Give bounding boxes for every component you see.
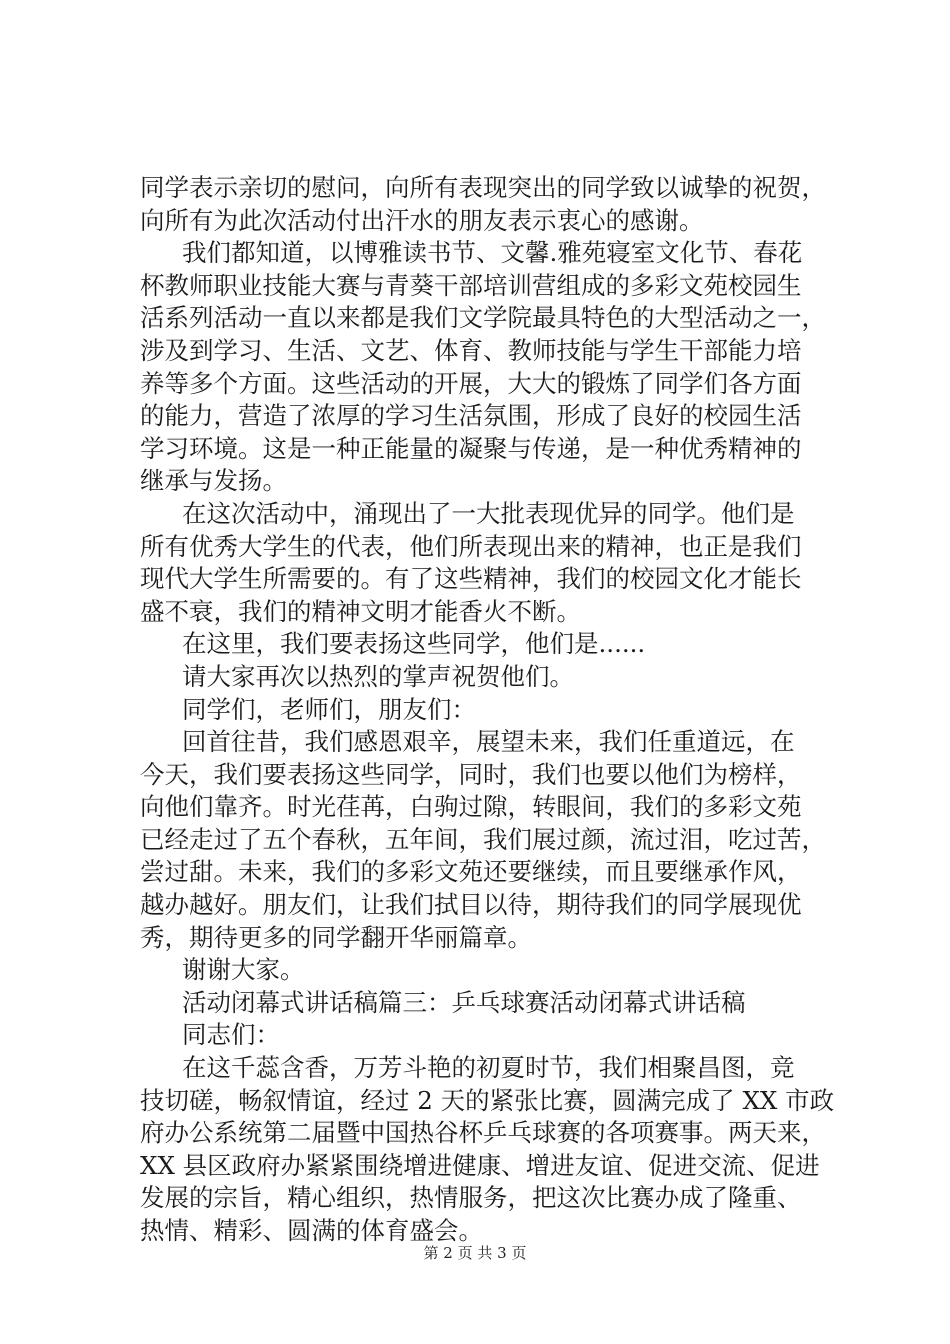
text-line: 在这里，我们要表扬这些同学，他们是...... bbox=[182, 629, 646, 659]
text-line: 同学表示亲切的慰问，向所有表现突出的同学致以诚挚的祝贺， bbox=[140, 173, 826, 202]
text-line: 回首往昔，我们感恩艰辛，展望未来，我们任重道远，在 bbox=[182, 727, 795, 757]
text-line: 在这千蕊含香，万芳斗艳的初夏时节，我们相聚昌图，竞 bbox=[182, 1053, 795, 1083]
page-footer: 第 2 页 共 3 页 bbox=[423, 1244, 527, 1262]
text-line: 技切磋，畅叙情谊，经过 2 天的紧张比赛，圆满完成了 XX 市政 bbox=[140, 1085, 835, 1115]
text-line: 在这次活动中，涌现出了一大批表现优异的同学。他们是 bbox=[182, 498, 795, 528]
text-line: 尝过甜。未来，我们的多彩文苑还要继续，而且要继承作风， bbox=[140, 857, 802, 887]
text-line: 谢谢大家。 bbox=[182, 955, 305, 985]
text-line: 秀，期待更多的同学翻开华丽篇章。 bbox=[140, 922, 532, 952]
text-line: XX 县区政府办紧紧围绕增进健康、增进友谊、促进交流、促进 bbox=[140, 1150, 820, 1180]
text-line: 向他们靠齐。时光荏苒，白驹过隙，转眼间，我们的多彩文苑 bbox=[140, 792, 802, 822]
text-line: 活系列活动一直以来都是我们文学院最具特色的大型活动之一， bbox=[140, 303, 826, 333]
text-line: 盛不衰，我们的精神文明才能香火不断。 bbox=[140, 596, 581, 626]
text-line: 热情、精彩、圆满的体育盛会。 bbox=[140, 1216, 483, 1245]
text-line: 请大家再次以热烈的掌声祝贺他们。 bbox=[182, 661, 574, 691]
text-line: 所有优秀大学生的代表，他们所表现出来的精神，也正是我们 bbox=[140, 531, 802, 561]
text-line: 发展的宗旨，精心组织，热情服务，把这次比赛办成了隆重、 bbox=[140, 1183, 802, 1213]
text-line: 学习环境。这是一种正能量的凝聚与传递，是一种优秀精神的 bbox=[140, 433, 802, 463]
body-text bbox=[140, 172, 840, 1248]
text-line: 我们都知道，以博雅读书节、文馨.雅苑寝室文化节、春花 bbox=[182, 238, 803, 268]
text-line: 杯教师职业技能大赛与青葵干部培训营组成的多彩文苑校园生 bbox=[140, 270, 802, 300]
text-line: 现代大学生所需要的。有了这些精神，我们的校园文化才能长 bbox=[140, 564, 802, 594]
text-line: 活动闭幕式讲话稿篇三：乒乓球赛活动闭幕式讲话稿 bbox=[182, 987, 746, 1017]
text-line: 向所有为此次活动付出汗水的朋友表示衷心的感谢。 bbox=[140, 205, 704, 235]
text-line: 的能力，营造了浓厚的学习生活氛围，形成了良好的校园生活 bbox=[140, 401, 802, 431]
text-line: 养等多个方面。这些活动的开展，大大的锻炼了同学们各方面 bbox=[140, 368, 802, 398]
text-line: 今天，我们要表扬这些同学，同时，我们也要以他们为榜样， bbox=[140, 759, 802, 789]
text-line: 府办公系统第二届暨中国热谷杯乒乓球赛的各项赛事。两天来， bbox=[140, 1118, 826, 1148]
text-line: 越办越好。朋友们，让我们拭目以待，期待我们的同学展现优 bbox=[140, 890, 802, 920]
text-line: 同志们： bbox=[182, 1020, 280, 1050]
text-line: 继承与发扬。 bbox=[140, 466, 287, 496]
text-line: 同学们，老师们，朋友们： bbox=[182, 694, 476, 724]
text-line: 涉及到学习、生活、文艺、体育、教师技能与学生干部能力培 bbox=[140, 335, 802, 365]
text-line: 已经走过了五个春秋，五年间，我们展过颜，流过泪，吃过苦， bbox=[140, 824, 826, 854]
